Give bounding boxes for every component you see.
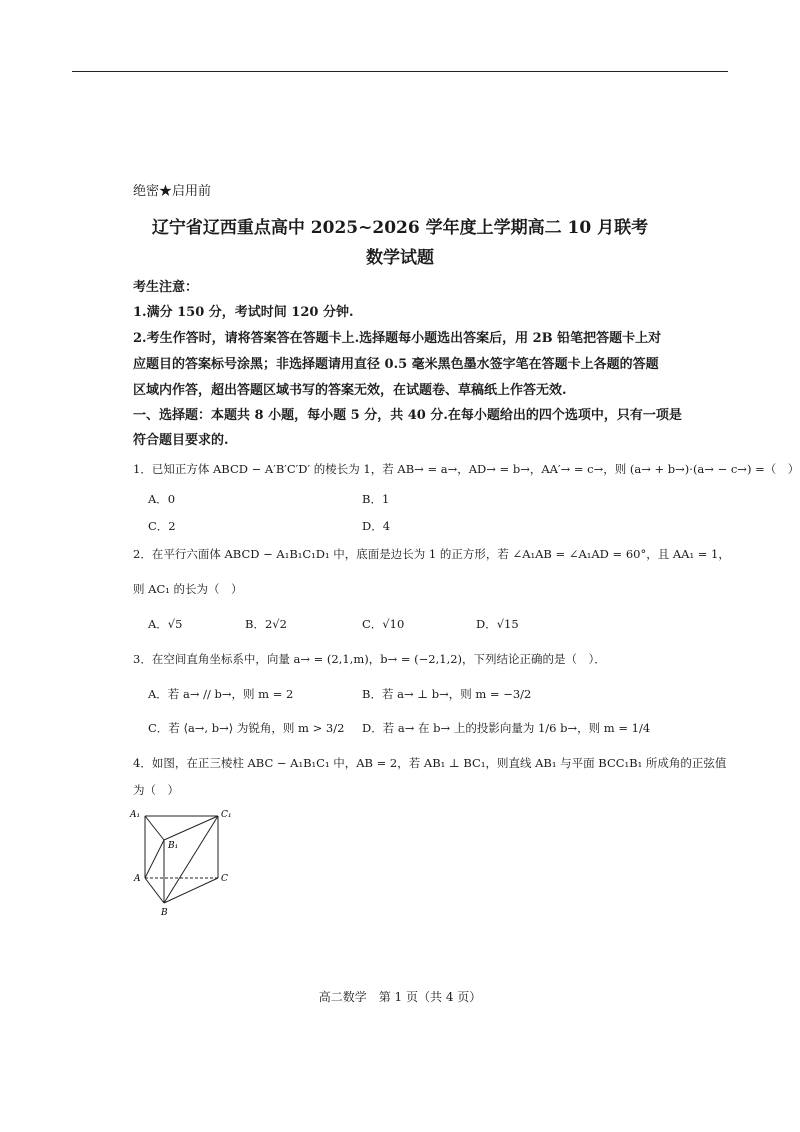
label-a: A bbox=[134, 874, 141, 884]
question-1-stem: 1．已知正方体 ABCD − A′B′C′D′ 的棱长为 1，若 AB→ = a→，AD→ = b→，AA′→ = c→，则 (a→ + b→)·(a→ − c→) =（ ） bbox=[133, 462, 800, 476]
question-3-stem: 3．在空间直角坐标系中，向量 a→ = (2,1,m)，b→ = (−2,1,2)，下列结论正确的是（ ）． bbox=[133, 652, 606, 666]
top-rule bbox=[72, 71, 728, 72]
question-4-stem-line-1: 4．如图，在正三棱柱 ABC − A₁B₁C₁ 中，AB = 2，若 AB₁ ⊥ BC₁，则直线 AB₁ 与平面 BCC₁B₁ 所成角的正弦值 bbox=[133, 756, 727, 770]
question-3-option-b: B．若 a→ ⊥ b→，则 m = −3/2 bbox=[362, 687, 532, 701]
edge-b1-c1 bbox=[164, 816, 218, 840]
question-3-option-c: C．若 ⟨a→, b→⟩ 为锐角，则 m > 3/2 bbox=[148, 721, 345, 735]
label-b: B bbox=[161, 908, 168, 918]
label-b1: B₁ bbox=[168, 841, 179, 851]
question-2-stem-line-1: 2．在平行六面体 ABCD − A₁B₁C₁D₁ 中，底面是边长为 1 的正方形，若 ∠A₁AB = ∠A₁AD = 60°，且 AA₁ = 1， bbox=[133, 547, 730, 561]
edge-a-b bbox=[145, 878, 164, 903]
notice-item-2-line-2: 应题目的答案标号涂黑；非选择题请用直径 0.5 毫米黑色墨水签字笔在答题卡上各题的答题 bbox=[133, 357, 659, 372]
exam-title: 辽宁省辽西重点高中 2025~2026 学年度上学期高二 10 月联考 bbox=[151, 218, 649, 238]
secret-mark: 绝密★启用前 bbox=[133, 184, 212, 199]
notice-heading: 考生注意： bbox=[133, 280, 199, 295]
question-2-option-c: C．√10 bbox=[362, 617, 405, 631]
prism-figure bbox=[128, 808, 238, 920]
notice-item-1: 1.满分 150 分，考试时间 120 分钟. bbox=[133, 305, 354, 320]
label-c: C bbox=[221, 874, 228, 884]
question-2-option-a: A．√5 bbox=[148, 617, 183, 631]
label-c1: C₁ bbox=[221, 810, 232, 820]
section-heading-line-2: 符合题目要求的. bbox=[133, 433, 229, 448]
diagonal-a-b1 bbox=[145, 840, 164, 878]
section-heading-line-1: 一、选择题：本题共 8 小题，每小题 5 分，共 40 分.在每小题给出的四个选项中，只有一项是 bbox=[133, 408, 682, 423]
question-2-stem-line-2: 则 AC₁ 的长为（ ） bbox=[133, 582, 243, 596]
question-3-option-a: A．若 a→ // b→，则 m = 2 bbox=[148, 687, 294, 701]
question-1-option-c: C．2 bbox=[148, 519, 176, 533]
question-1-option-b: B．1 bbox=[362, 492, 390, 506]
label-a1: A₁ bbox=[130, 810, 141, 820]
question-1-option-d: D．4 bbox=[362, 519, 391, 533]
page-footer: 高二数学 第 1 页（共 4 页） bbox=[318, 990, 482, 1004]
edge-a1-b1 bbox=[145, 816, 164, 840]
question-1-option-a: A．0 bbox=[148, 492, 176, 506]
notice-item-2-line-1: 2.考生作答时，请将答案答在答题卡上.选择题每小题选出答案后，用 2B 铅笔把答题卡上对 bbox=[133, 331, 662, 346]
question-3-option-d: D．若 a→ 在 b→ 上的投影向量为 1/6 b→，则 m = 1/4 bbox=[362, 721, 651, 735]
exam-subject-title: 数学试题 bbox=[366, 248, 434, 268]
question-4-stem-line-2: 为（ ） bbox=[133, 783, 179, 797]
question-2-option-b: B．2√2 bbox=[245, 617, 287, 631]
notice-item-2-line-3: 区域内作答，超出答题区域书写的答案无效，在试题卷、草稿纸上作答无效. bbox=[133, 383, 567, 398]
question-2-option-d: D．√15 bbox=[476, 617, 519, 631]
